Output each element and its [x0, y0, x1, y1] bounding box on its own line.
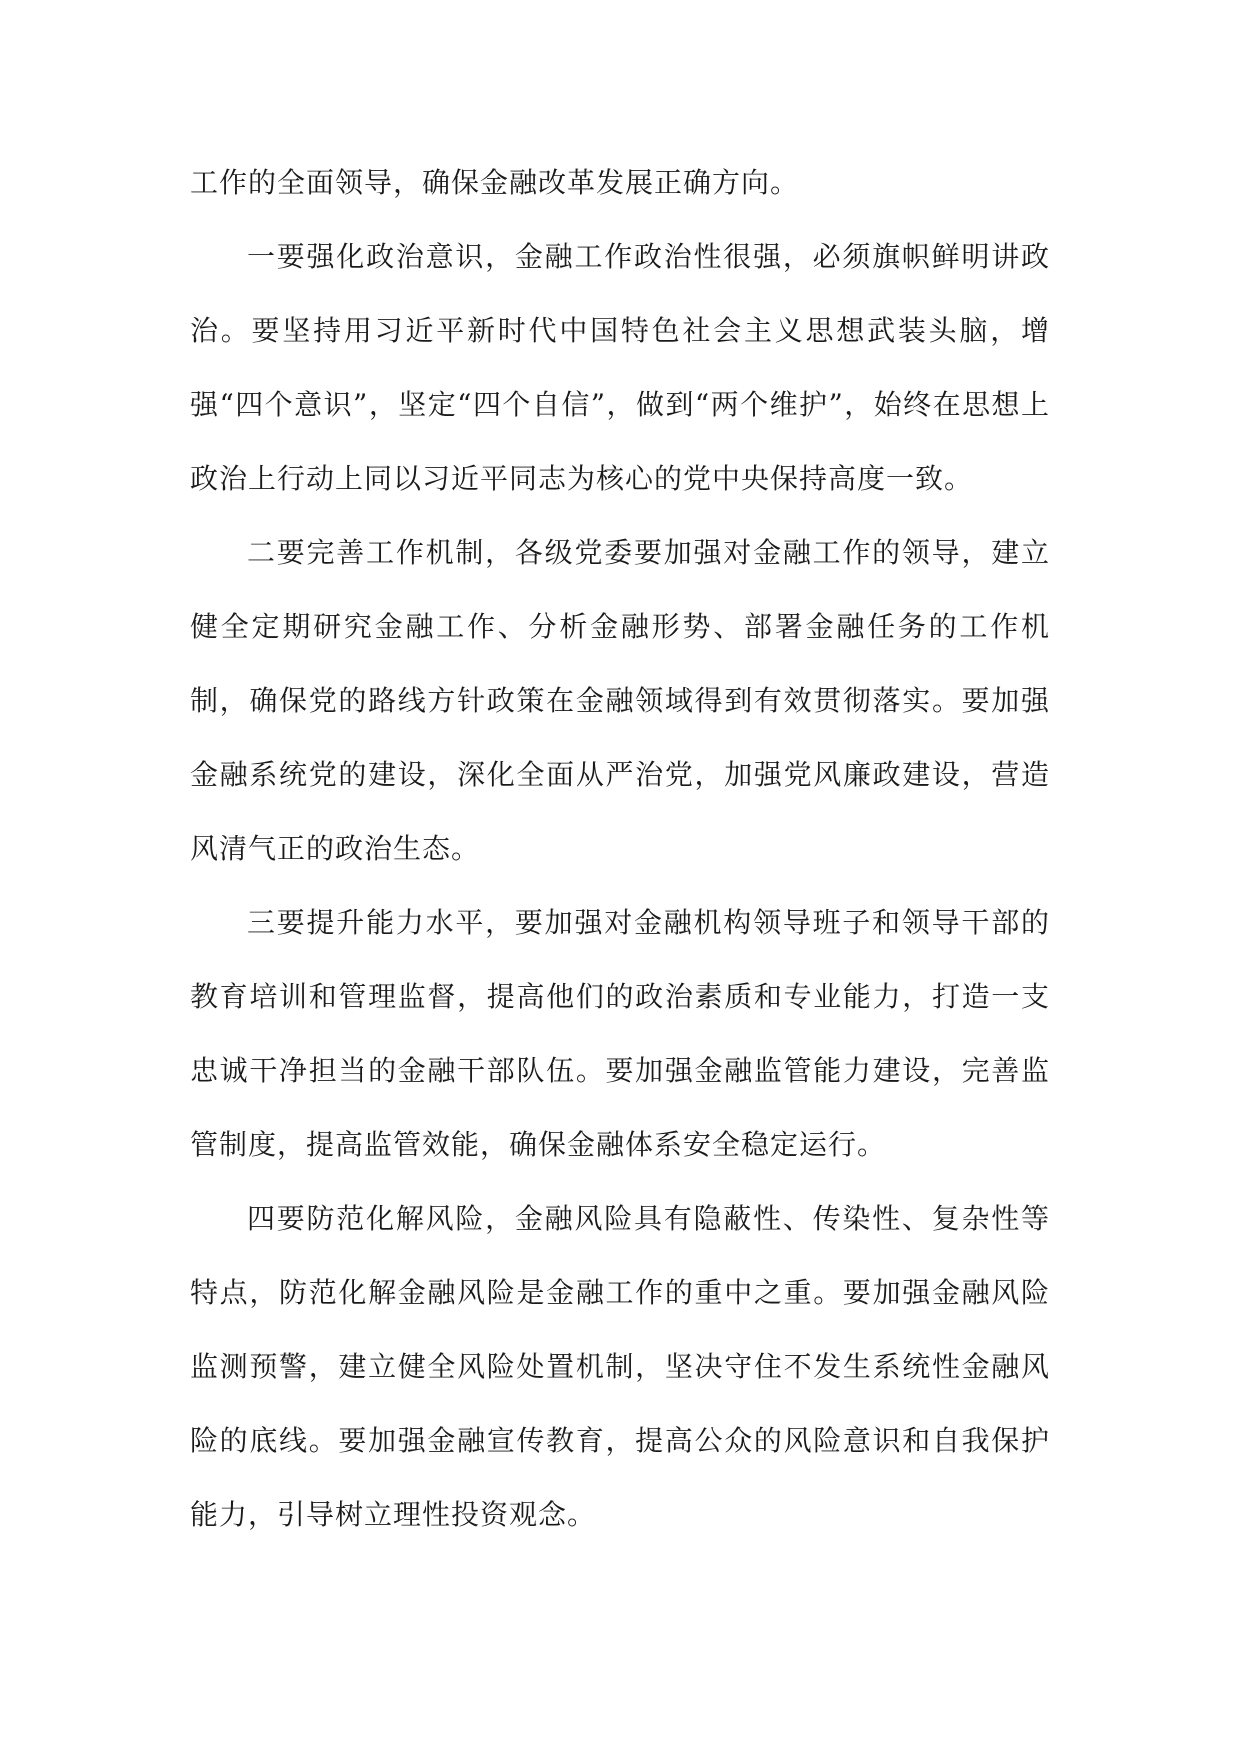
- document-body: [190, 146, 1050, 1552]
- paragraph-continuation: 工作的全面领导，确保金融改革发展正确方向。: [190, 166, 800, 199]
- paragraph-capability: 三要提升能力水平，要加强对金融机构领导班子和领导干部的教育培训和管理监督，提高他们的政治素质和专业能力，打造一支忠诚干净担当的金融干部队伍。要加强金融监管能力建设，完善监管制度，提高监管效能，确保金融体系安全稳定运行。: [190, 906, 1050, 1161]
- paragraph-risk-prevention: 四要防范化解风险，金融风险具有隐蔽性、传染性、复杂性等特点，防范化解金融风险是金融工作的重中之重。要加强金融风险监测预警，建立健全风险处置机制，坚决守住不发生系统性金融风险的底线。要加强金融宣传教育，提高公众的风险意识和自我保护能力，引导树立理性投资观念。: [190, 1202, 1050, 1531]
- paragraph-political-awareness: 一要强化政治意识，金融工作政治性很强，必须旗帜鲜明讲政治。要坚持用习近平新时代中国特色社会主义思想武装头脑，增强“四个意识”，坚定“四个自信”，做到“两个维护”，始终在思想上政治上行动上同以习近平同志为核心的党中央保持高度一致。: [190, 240, 1050, 495]
- paragraph-work-mechanism: 二要完善工作机制，各级党委要加强对金融工作的领导，建立健全定期研究金融工作、分析金融形势、部署金融任务的工作机制，确保党的路线方针政策在金融领域得到有效贯彻落实。要加强金融系统党的建设，深化全面从严治党，加强党风廉政建设，营造风清气正的政治生态。: [190, 536, 1050, 865]
